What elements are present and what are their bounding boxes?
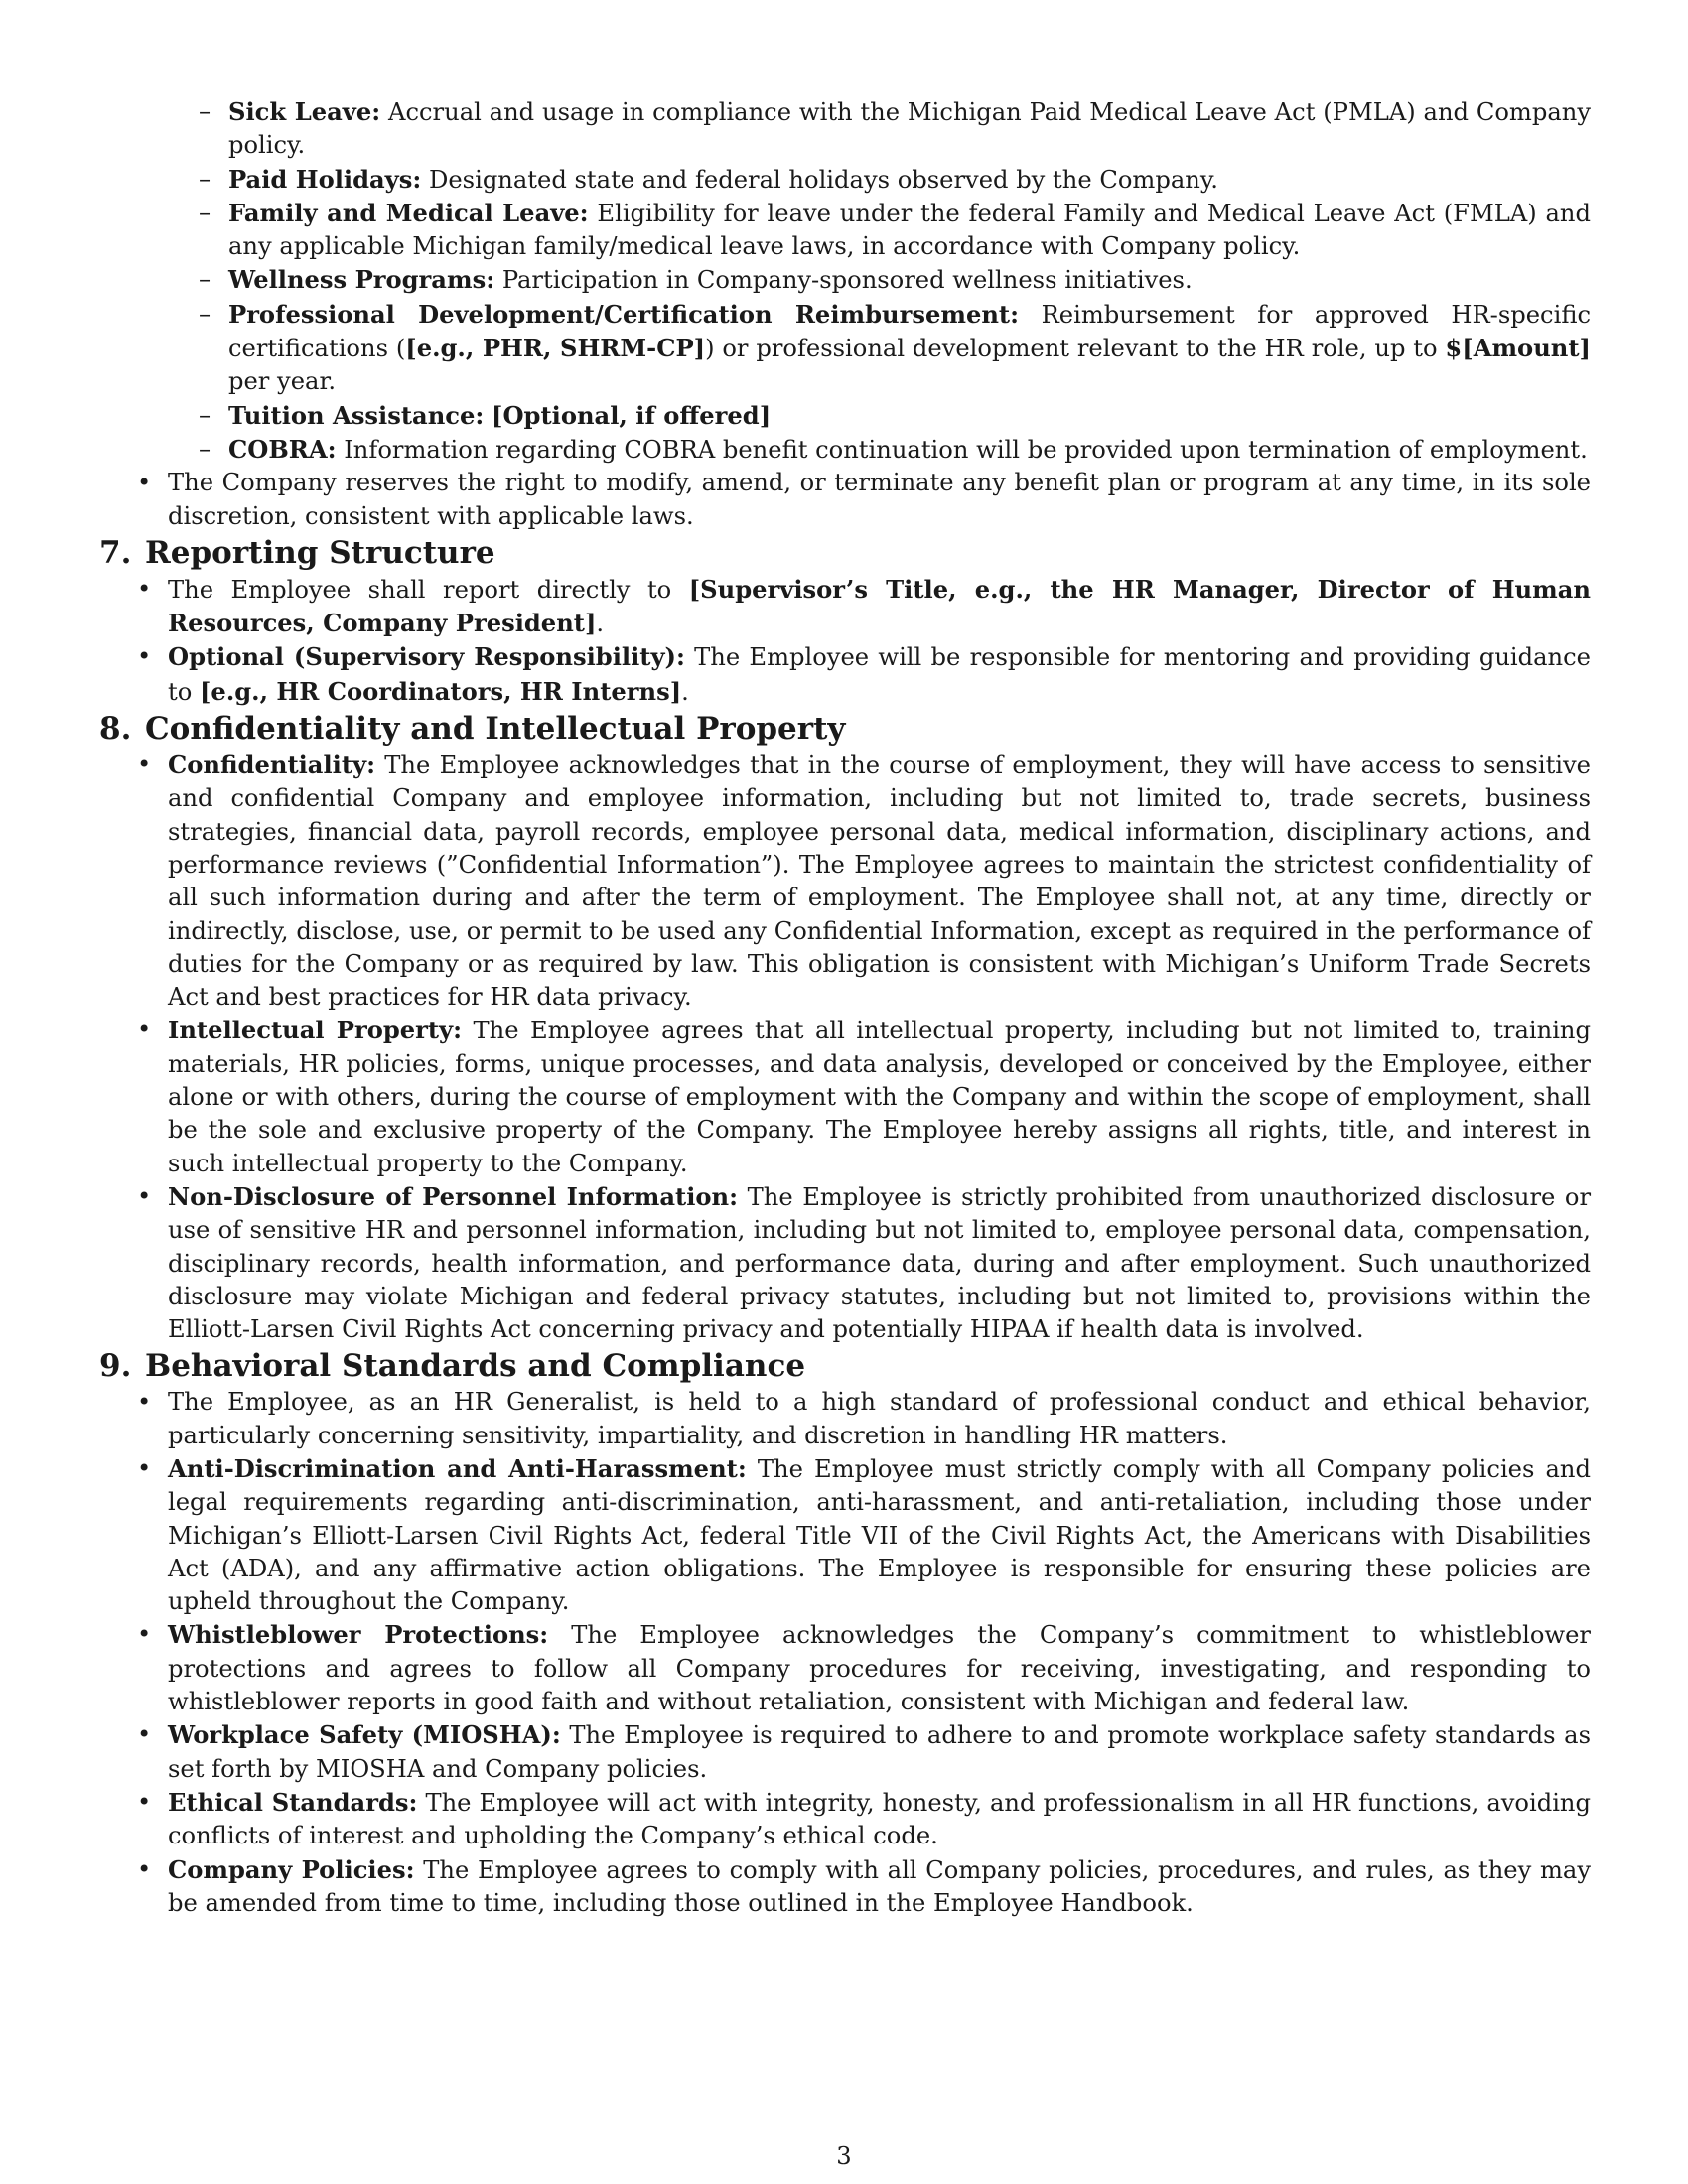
item-label: Intellectual Property: [168, 1016, 463, 1045]
list-item [99, 1718, 1591, 1786]
benefits-sub-list [99, 95, 1591, 467]
item-text: Participation in Company-sponsored wellness initiatives. [494, 266, 1193, 295]
list-item [99, 1014, 1591, 1179]
item-text: The Employee will be responsible for mentoring and providing guidance to [168, 643, 1591, 706]
list-item [99, 749, 1591, 1014]
item-label: Confidentiality: [168, 751, 376, 780]
item-label: Tuition Assistance: [228, 400, 485, 430]
page-number: 3 [836, 2142, 852, 2170]
list-item [99, 1786, 1591, 1853]
item-text: The Company reserves the right to modify, amend, or terminate any benefit plan or program at any time, in its sole discretion, consistent with applicable laws. [168, 469, 1591, 530]
list-item [99, 573, 1591, 641]
reporting-structure-list [99, 573, 1591, 709]
item-text: The Employee is strictly prohibited from unauthorized disclosure or use of sensitive HR and personnel information, including but not limited to, employee personal data, compensation, disciplinary records, health information, and performance data, during and after employment. Such unauthorized disclosure may violate Michigan and federal privacy statutes, including but not limited to, provisions within the Elliott-Larsen Civil Rights Act concerning privacy and potentially HIPAA if health data is involved. [168, 1182, 1592, 1344]
item-text: Accrual and usage in compliance with the Michigan Paid Medical Leave Act (PMLA) and Company policy. [228, 98, 1591, 160]
list-item [99, 640, 1591, 709]
item-label: Company Policies: [168, 1854, 415, 1884]
section-heading-behavioral-standards [99, 1346, 1591, 1386]
item-label: Sick Leave: [228, 97, 381, 126]
list-item [99, 399, 1591, 433]
list-item [99, 433, 1591, 467]
section-number: 7. [99, 534, 132, 571]
item-text: The Employee must strictly comply with all Company policies and legal requirements regarding anti-discrimination, anti-harassment, and anti-retaliation, including those under Michigan’s Elliott-Larsen Civil Rights Act, federal Title VII of the Civil Rights Act, the Americans with Disabilities Act (ADA), and any affirmative action obligations. The Employee is responsible for ensuring these policies are upheld throughout the Company. [168, 1454, 1591, 1616]
item-text: . [596, 610, 605, 638]
placeholder-text: [Supervisor’s Title, e.g., the HR Manager, Director of Human Resources, Company President] [168, 574, 1591, 638]
item-text: . [681, 677, 689, 706]
item-label: COBRA: [228, 434, 337, 464]
item-text: per year. [228, 367, 337, 396]
item-text: The Employee acknowledges that in the course of employment, they will have access to sensitive and confidential Company and employee information, including but not limited to, trade secrets, business strategies, financial data, payroll records, employee personal data, medical information, disciplinary actions, and performance reviews (”Confidential Information”). The Employee agrees to maintain the strictest confidentiality of all such information during and after the term of employment. The Employee shall not, at any time, directly or indirectly, disclose, use, or permit to be used any Confidential Information, except as required in the performance of duties for the Company or as required by law. This obligation is consistent with Michigan’s Uniform Trade Secrets Act and best practices for HR data privacy. [168, 751, 1591, 1012]
item-text: The Employee agrees to comply with all Company policies, procedures, and rules, as they may be amended from time to time, including those outlined in the Employee Handbook. [168, 1855, 1591, 1917]
item-text: Information regarding COBRA benefit continuation will be provided upon termination of employment. [336, 435, 1588, 464]
item-label: Workplace Safety (MIOSHA): [168, 1720, 561, 1750]
list-item [99, 197, 1591, 264]
list-item [99, 1452, 1591, 1618]
item-label: Professional Development/Certification Reimbursement: [228, 299, 1020, 329]
item-text: ) or professional development relevant to the HR role, up to [705, 335, 1446, 363]
item-label: Optional (Supervisory Responsibility): [168, 642, 685, 672]
item-label: Ethical Standards: [168, 1787, 418, 1817]
list-item [99, 1180, 1591, 1346]
confidentiality-list [99, 749, 1591, 1346]
item-label: Non-Disclosure of Personnel Information: [168, 1181, 739, 1211]
item-text: The Employee will act with integrity, honesty, and professionalism in all HR functions, avoiding conflicts of interest and upholding the Company’s ethical code. [168, 1788, 1591, 1850]
list-item [99, 1386, 1591, 1452]
item-label: Family and Medical Leave: [228, 198, 589, 227]
item-text: The Employee agrees that all intellectual property, including but not limited to, training materials, HR policies, forms, unique processes, and data analysis, developed or conceived by the Employee, either alone or with others, during the course of employment with the Company and within the scope of employment, shall be the sole and exclusive property of the Company. The Employee hereby assigns all rights, title, and interest in such intellectual property to the Company. [168, 1017, 1591, 1177]
list-item [99, 263, 1591, 297]
placeholder-text: [e.g., HR Coordinators, HR Interns] [199, 676, 682, 706]
list-item [99, 1853, 1591, 1921]
placeholder-text: [e.g., PHR, SHRM-CP] [405, 334, 706, 363]
item-text: The Employee, as an HR Generalist, is held to a high standard of professional conduct and ethical behavior, particularly concerning sensitivity, impartiality, and discretion in handling HR matters. [168, 1388, 1591, 1449]
list-item [99, 467, 1591, 533]
item-text: Reimbursement for approved HR-specific certifications ( [228, 300, 1591, 363]
section-title: Reporting Structure [145, 534, 495, 571]
section-heading-reporting-structure [99, 533, 1591, 573]
section-title: Confidentiality and Intellectual Property [145, 711, 846, 748]
item-text [484, 402, 492, 430]
section-title: Behavioral Standards and Compliance [145, 1348, 806, 1385]
section-heading-confidentiality [99, 709, 1591, 749]
section-number: 8. [99, 711, 132, 748]
item-text: Eligibility for leave under the federal Family and Medical Leave Act (FMLA) and any applicable Michigan family/medical leave laws, in accordance with Company policy. [228, 199, 1591, 261]
list-item [99, 163, 1591, 197]
placeholder-text: [Optional, if offered] [492, 400, 772, 430]
item-label: Paid Holidays: [228, 164, 422, 194]
item-text: The Employee is required to adhere to and promote workplace safety standards as set forth by MIOSHA and Company policies. [168, 1721, 1591, 1783]
item-text: The Employee acknowledges the Company’s commitment to whistleblower protections and agrees to follow all Company procedures for receiving, investigating, and responding to whistleblower reports in good faith and without retaliation, consistent with Michigan and federal law. [168, 1621, 1591, 1716]
benefits-note-list [99, 467, 1591, 533]
item-text: The Employee shall report directly to [168, 575, 689, 604]
item-label: Anti-Discrimination and Anti-Harassment: [168, 1453, 747, 1483]
placeholder-text: $[Amount] [1445, 334, 1591, 363]
item-label: Wellness Programs: [228, 265, 495, 295]
item-text: Designated state and federal holidays observed by the Company. [421, 165, 1218, 194]
document-page [99, 95, 1591, 1920]
section-number: 9. [99, 1348, 132, 1385]
item-label: Whistleblower Protections: [168, 1620, 549, 1650]
list-item [99, 95, 1591, 163]
list-item [99, 298, 1591, 399]
list-item [99, 1618, 1591, 1718]
behavioral-standards-list [99, 1386, 1591, 1920]
